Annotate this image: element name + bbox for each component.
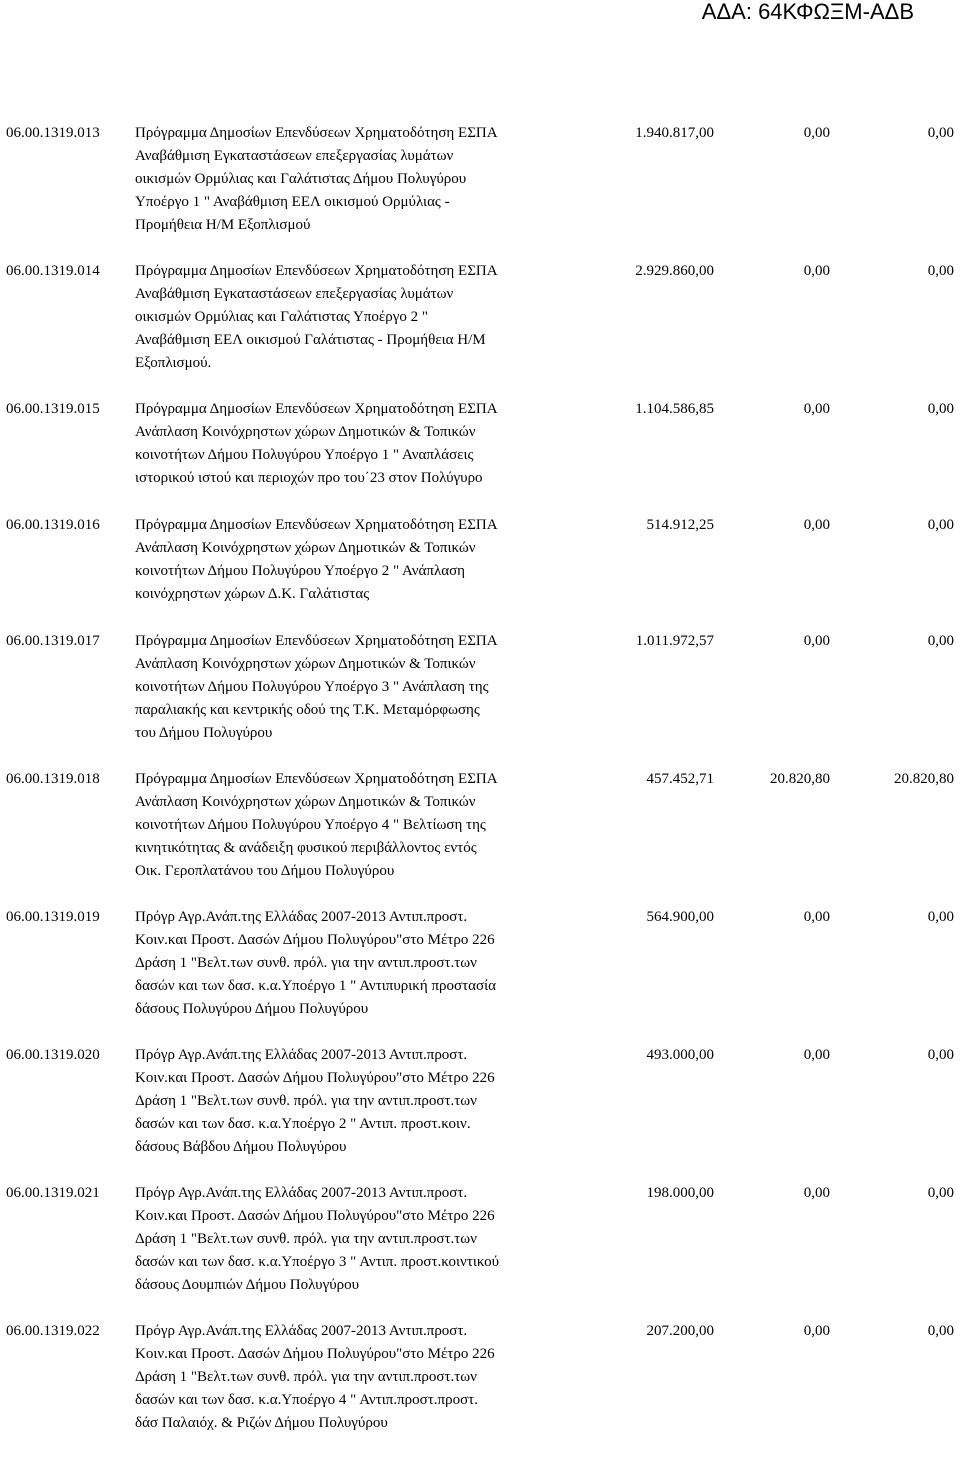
description-line: Πρόγρ Αγρ.Ανάπ.της Ελλάδας 2007-2013 Αντιπ.προστ. <box>135 1185 468 1201</box>
account-code: 06.00.1319.021 <box>6 1185 100 1201</box>
budget-amount: 564.900,00 <box>646 909 714 925</box>
budget-amount: 1.011.972,57 <box>635 633 714 649</box>
description-line: Κοιν.και Προστ. Δασών Δήμου Πολυγύρου"στο Μέτρο 226 <box>135 1070 495 1086</box>
budget-amount: 457.452,71 <box>646 771 714 787</box>
final-amount: 0,00 <box>927 517 954 533</box>
amendment-amount: 0,00 <box>803 125 830 141</box>
description-line: Υποέργο 1 " Αναβάθμιση ΕΕΛ οικισμού Ορμύλιας - <box>135 194 450 210</box>
account-description <box>135 768 575 883</box>
account-description <box>135 1044 575 1159</box>
account-code: 06.00.1319.016 <box>6 517 100 533</box>
final-amount: 0,00 <box>927 633 954 649</box>
description-line: οικισμών Ορμύλιας και Γαλάτιστας Δήμου Πολυγύρου <box>135 171 467 187</box>
account-code: 06.00.1319.014 <box>6 263 100 279</box>
account-code: 06.00.1319.020 <box>6 1047 100 1063</box>
description-line: Πρόγραμμα Δημοσίων Επενδύσεων Χρηματοδότηση ΕΣΠΑ <box>135 401 498 417</box>
description-line: Ανάπλαση Κοινόχρηστων χώρων Δημοτικών & Τοπικών <box>135 540 476 556</box>
amendment-amount: 0,00 <box>803 1323 830 1339</box>
final-amount: 20.820,80 <box>894 771 954 787</box>
description-line: Προμήθεια Η/Μ Εξοπλισμού <box>135 217 311 233</box>
account-code: 06.00.1319.022 <box>6 1323 100 1339</box>
account-code: 06.00.1319.018 <box>6 771 100 787</box>
final-amount: 0,00 <box>927 1047 954 1063</box>
description-line: Αναβάθμιση ΕΕΛ οικισμού Γαλάτιστας - Προμήθεια Η/Μ <box>135 332 486 348</box>
budget-amount: 198.000,00 <box>646 1185 714 1201</box>
budget-amount: 207.200,00 <box>646 1323 714 1339</box>
description-line: Δράση 1 "Βελτ.των συνθ. πρόλ. για την αντιπ.προστ.των <box>135 1231 477 1247</box>
description-line: κοινοτήτων Δήμου Πολυγύρου Υποέργο 1 " Αναπλάσεις <box>135 447 474 463</box>
description-line: Δράση 1 "Βελτ.των συνθ. πρόλ. για την αντιπ.προστ.των <box>135 1369 477 1385</box>
amendment-amount: 0,00 <box>803 633 830 649</box>
final-amount: 0,00 <box>927 1323 954 1339</box>
description-line: Πρόγρ Αγρ.Ανάπ.της Ελλάδας 2007-2013 Αντιπ.προστ. <box>135 1323 468 1339</box>
account-code: 06.00.1319.015 <box>6 401 100 417</box>
description-line: κοινοτήτων Δήμου Πολυγύρου Υποέργο 4 " Βελτίωση της <box>135 817 486 833</box>
description-line: Ανάπλαση Κοινόχρηστων χώρων Δημοτικών & Τοπικών <box>135 656 476 672</box>
description-line: δάσους Δουμπιών Δήμου Πολυγύρου <box>135 1277 360 1293</box>
budget-amount: 2.929.860,00 <box>635 263 714 279</box>
description-line: δασών και των δασ. κ.α.Υποέργο 2 " Αντιπ. προστ.κοιν. <box>135 1116 471 1132</box>
amendment-amount: 0,00 <box>803 1047 830 1063</box>
description-line: κοινόχρηστων χώρων Δ.Κ. Γαλάτιστας <box>135 586 370 602</box>
description-line: Δράση 1 "Βελτ.των συνθ. πρόλ. για την αντιπ.προστ.των <box>135 1093 477 1109</box>
description-line: Αναβάθμιση Εγκαταστάσεων επεξεργασίας λυμάτων <box>135 286 454 302</box>
budget-amount: 1.940.817,00 <box>635 125 714 141</box>
description-line: δασών και των δασ. κ.α.Υποέργο 4 " Αντιπ.προστ.προστ. <box>135 1392 478 1408</box>
budget-amount: 514.912,25 <box>646 517 714 533</box>
account-code: 06.00.1319.013 <box>6 125 100 141</box>
account-description <box>135 1320 575 1435</box>
final-amount: 0,00 <box>927 263 954 279</box>
description-line: Κοιν.και Προστ. Δασών Δήμου Πολυγύρου"στο Μέτρο 226 <box>135 1346 495 1362</box>
document-ada-code: ΑΔΑ: 64ΚΦΩΞΜ-ΑΔΒ <box>701 0 914 24</box>
description-line: παραλιακής και κεντρικής οδού της Τ.Κ. Μεταμόρφωσης <box>135 702 480 718</box>
amendment-amount: 20.820,80 <box>770 771 830 787</box>
budget-amount: 493.000,00 <box>646 1047 714 1063</box>
amendment-amount: 0,00 <box>803 401 830 417</box>
description-line: δασών και των δασ. κ.α.Υποέργο 1 " Αντιπυρική προστασία <box>135 978 496 994</box>
description-line: δάσ Παλαιόχ. & Ριζών Δήμου Πολυγύρου <box>135 1415 388 1431</box>
description-line: δασών και των δασ. κ.α.Υποέργο 3 " Αντιπ. προστ.κοιντικού <box>135 1254 500 1270</box>
description-line: Ανάπλαση Κοινόχρηστων χώρων Δημοτικών & Τοπικών <box>135 794 476 810</box>
description-line: Κοιν.και Προστ. Δασών Δήμου Πολυγύρου"στο Μέτρο 226 <box>135 932 495 948</box>
description-line: Πρόγραμμα Δημοσίων Επενδύσεων Χρηματοδότηση ΕΣΠΑ <box>135 263 498 279</box>
amendment-amount: 0,00 <box>803 1185 830 1201</box>
budget-amount: 1.104.586,85 <box>635 401 714 417</box>
account-description <box>135 1182 575 1297</box>
final-amount: 0,00 <box>927 401 954 417</box>
description-line: οικισμών Ορμύλιας και Γαλάτιστας Υποέργο 2 " <box>135 309 428 325</box>
description-line: δάσους Πολυγύρου Δήμου Πολυγύρου <box>135 1001 369 1017</box>
description-line: Αναβάθμιση Εγκαταστάσεων επεξεργασίας λυμάτων <box>135 148 454 164</box>
description-line: Κοιν.και Προστ. Δασών Δήμου Πολυγύρου"στο Μέτρο 226 <box>135 1208 495 1224</box>
description-line: κινητικότητας & ανάδειξη φυσικού περιβάλλοντος εντός <box>135 840 477 856</box>
amendment-amount: 0,00 <box>803 517 830 533</box>
description-line: ιστορικού ιστού και περιοχών προ του΄23 στον Πολύγυρο <box>135 470 483 486</box>
account-description <box>135 906 575 1021</box>
amendment-amount: 0,00 <box>803 909 830 925</box>
description-line: Πρόγρ Αγρ.Ανάπ.της Ελλάδας 2007-2013 Αντιπ.προστ. <box>135 909 468 925</box>
description-line: Οικ. Γεροπλατάνου του Δήμου Πολυγύρου <box>135 863 395 879</box>
description-line: κοινοτήτων Δήμου Πολυγύρου Υποέργο 3 " Ανάπλαση της <box>135 679 489 695</box>
account-code: 06.00.1319.017 <box>6 633 100 649</box>
description-line: Ανάπλαση Κοινόχρηστων χώρων Δημοτικών & Τοπικών <box>135 424 476 440</box>
amendment-amount: 0,00 <box>803 263 830 279</box>
description-line: κοινοτήτων Δήμου Πολυγύρου Υποέργο 2 " Ανάπλαση <box>135 563 466 579</box>
description-line: Πρόγραμμα Δημοσίων Επενδύσεων Χρηματοδότηση ΕΣΠΑ <box>135 517 498 533</box>
account-description <box>135 514 575 606</box>
final-amount: 0,00 <box>927 1185 954 1201</box>
description-line: Πρόγραμμα Δημοσίων Επενδύσεων Χρηματοδότηση ΕΣΠΑ <box>135 125 498 141</box>
description-line: Πρόγραμμα Δημοσίων Επενδύσεων Χρηματοδότηση ΕΣΠΑ <box>135 771 498 787</box>
account-description <box>135 122 575 237</box>
description-line: Εξοπλισμού. <box>135 355 212 371</box>
account-description <box>135 260 575 375</box>
account-description <box>135 630 575 745</box>
description-line: Πρόγρ Αγρ.Ανάπ.της Ελλάδας 2007-2013 Αντιπ.προστ. <box>135 1047 468 1063</box>
final-amount: 0,00 <box>927 125 954 141</box>
description-line: του Δήμου Πολυγύρου <box>135 725 273 741</box>
account-code: 06.00.1319.019 <box>6 909 100 925</box>
description-line: δάσους Βάβδου Δήμου Πολυγύρου <box>135 1139 347 1155</box>
description-line: Πρόγραμμα Δημοσίων Επενδύσεων Χρηματοδότηση ΕΣΠΑ <box>135 633 498 649</box>
account-description <box>135 398 575 490</box>
description-line: Δράση 1 "Βελτ.των συνθ. πρόλ. για την αντιπ.προστ.των <box>135 955 477 971</box>
final-amount: 0,00 <box>927 909 954 925</box>
